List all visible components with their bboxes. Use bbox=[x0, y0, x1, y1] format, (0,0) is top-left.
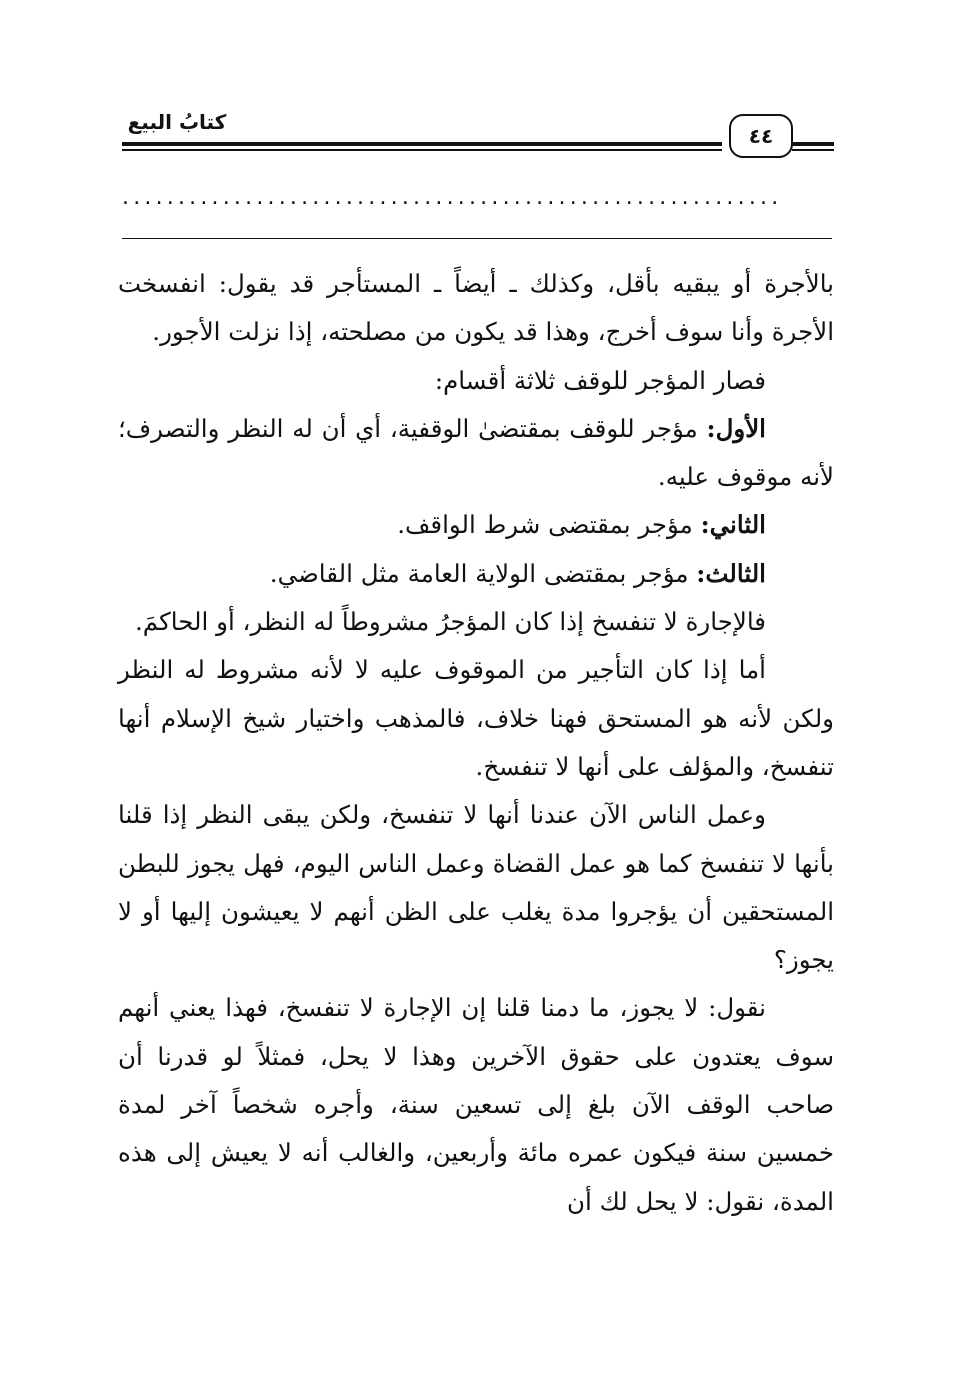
page-number: ٤٤ bbox=[729, 114, 793, 158]
list-item-first bbox=[118, 405, 834, 502]
item-text: مؤجر بمقتضى الولاية العامة مثل القاضي. bbox=[269, 558, 697, 588]
item-label: الثالث: bbox=[696, 558, 766, 588]
page-header bbox=[122, 102, 834, 164]
book-title: كتابُ البيع bbox=[127, 110, 227, 134]
separator-line bbox=[122, 238, 832, 239]
paragraph-3: فالإجارة لا تنفسخ إذا كان المؤجرُ مشروطاً له النظر، أو الحاكمَ. bbox=[135, 607, 766, 637]
item-label: الثاني: bbox=[700, 510, 766, 540]
header-rule-left bbox=[122, 142, 722, 154]
paragraph-6: نقول: لا يجوز، ما دمنا قلنا إن الإجارة لا تنفسخ، فهذا يعني أنهم سوف يعتدون على حقوق الآخرين وهذا لا يحل، فمثلاً لو قدرنا أن صاحب الوقف الآن بلغ إلى تسعين سنة، وأجره شخصاً آخر لمدة خمسين سنة فيكون عمره مائة وأربعين، والغالب أنه لا يعيش إلى هذه المدة، نقول: لا يحل لك أن bbox=[118, 993, 834, 1216]
paragraph-4: أما إذا كان التأجير من الموقوف عليه لا لأنه مشروط له النظر ولكن لأنه هو المستحق فهنا خلاف، فالمذهب واختيار شيخ الإسلام أنها تنفسخ، والمؤلف على أنها لا تنفسخ. bbox=[118, 655, 834, 781]
paragraph-1: بالأجرة أو يبقيه بأقل، وكذلك ـ أيضاً ـ المستأجر قد يقول: انفسخت الأجرة وأنا سوف أخرج، وهذا قد يكون من مصلحته، إذا نزلت الأجور. bbox=[118, 269, 834, 347]
item-label: الأول: bbox=[706, 413, 766, 443]
body-text bbox=[118, 260, 834, 1226]
item-text: مؤجر بمقتضى شرط الواقف. bbox=[397, 510, 701, 540]
list-item-second bbox=[118, 501, 834, 549]
paragraph-5: وعمل الناس الآن عندنا أنها لا تنفسخ، ولكن يبقى النظر إذا قلنا بأنها لا تنفسخ كما هو عمل القضاة وعمل الناس اليوم، فهل يجوز للبطن المستحقين أن يؤجروا مدة يغلب على الظن أنهم لا يعيشون إليها أو لا يجوز؟ bbox=[118, 800, 834, 975]
dotted-line: ........................................................... bbox=[122, 185, 783, 210]
item-text: مؤجر للوقف بمقتضىٰ الوقفية، أي أن له النظر والتصرف؛ لأنه موقوف عليه. bbox=[118, 413, 834, 492]
header-rule-right bbox=[792, 142, 834, 154]
list-item-third bbox=[118, 550, 834, 598]
paragraph-2: فصار المؤجر للوقف ثلاثة أقسام: bbox=[434, 365, 766, 395]
